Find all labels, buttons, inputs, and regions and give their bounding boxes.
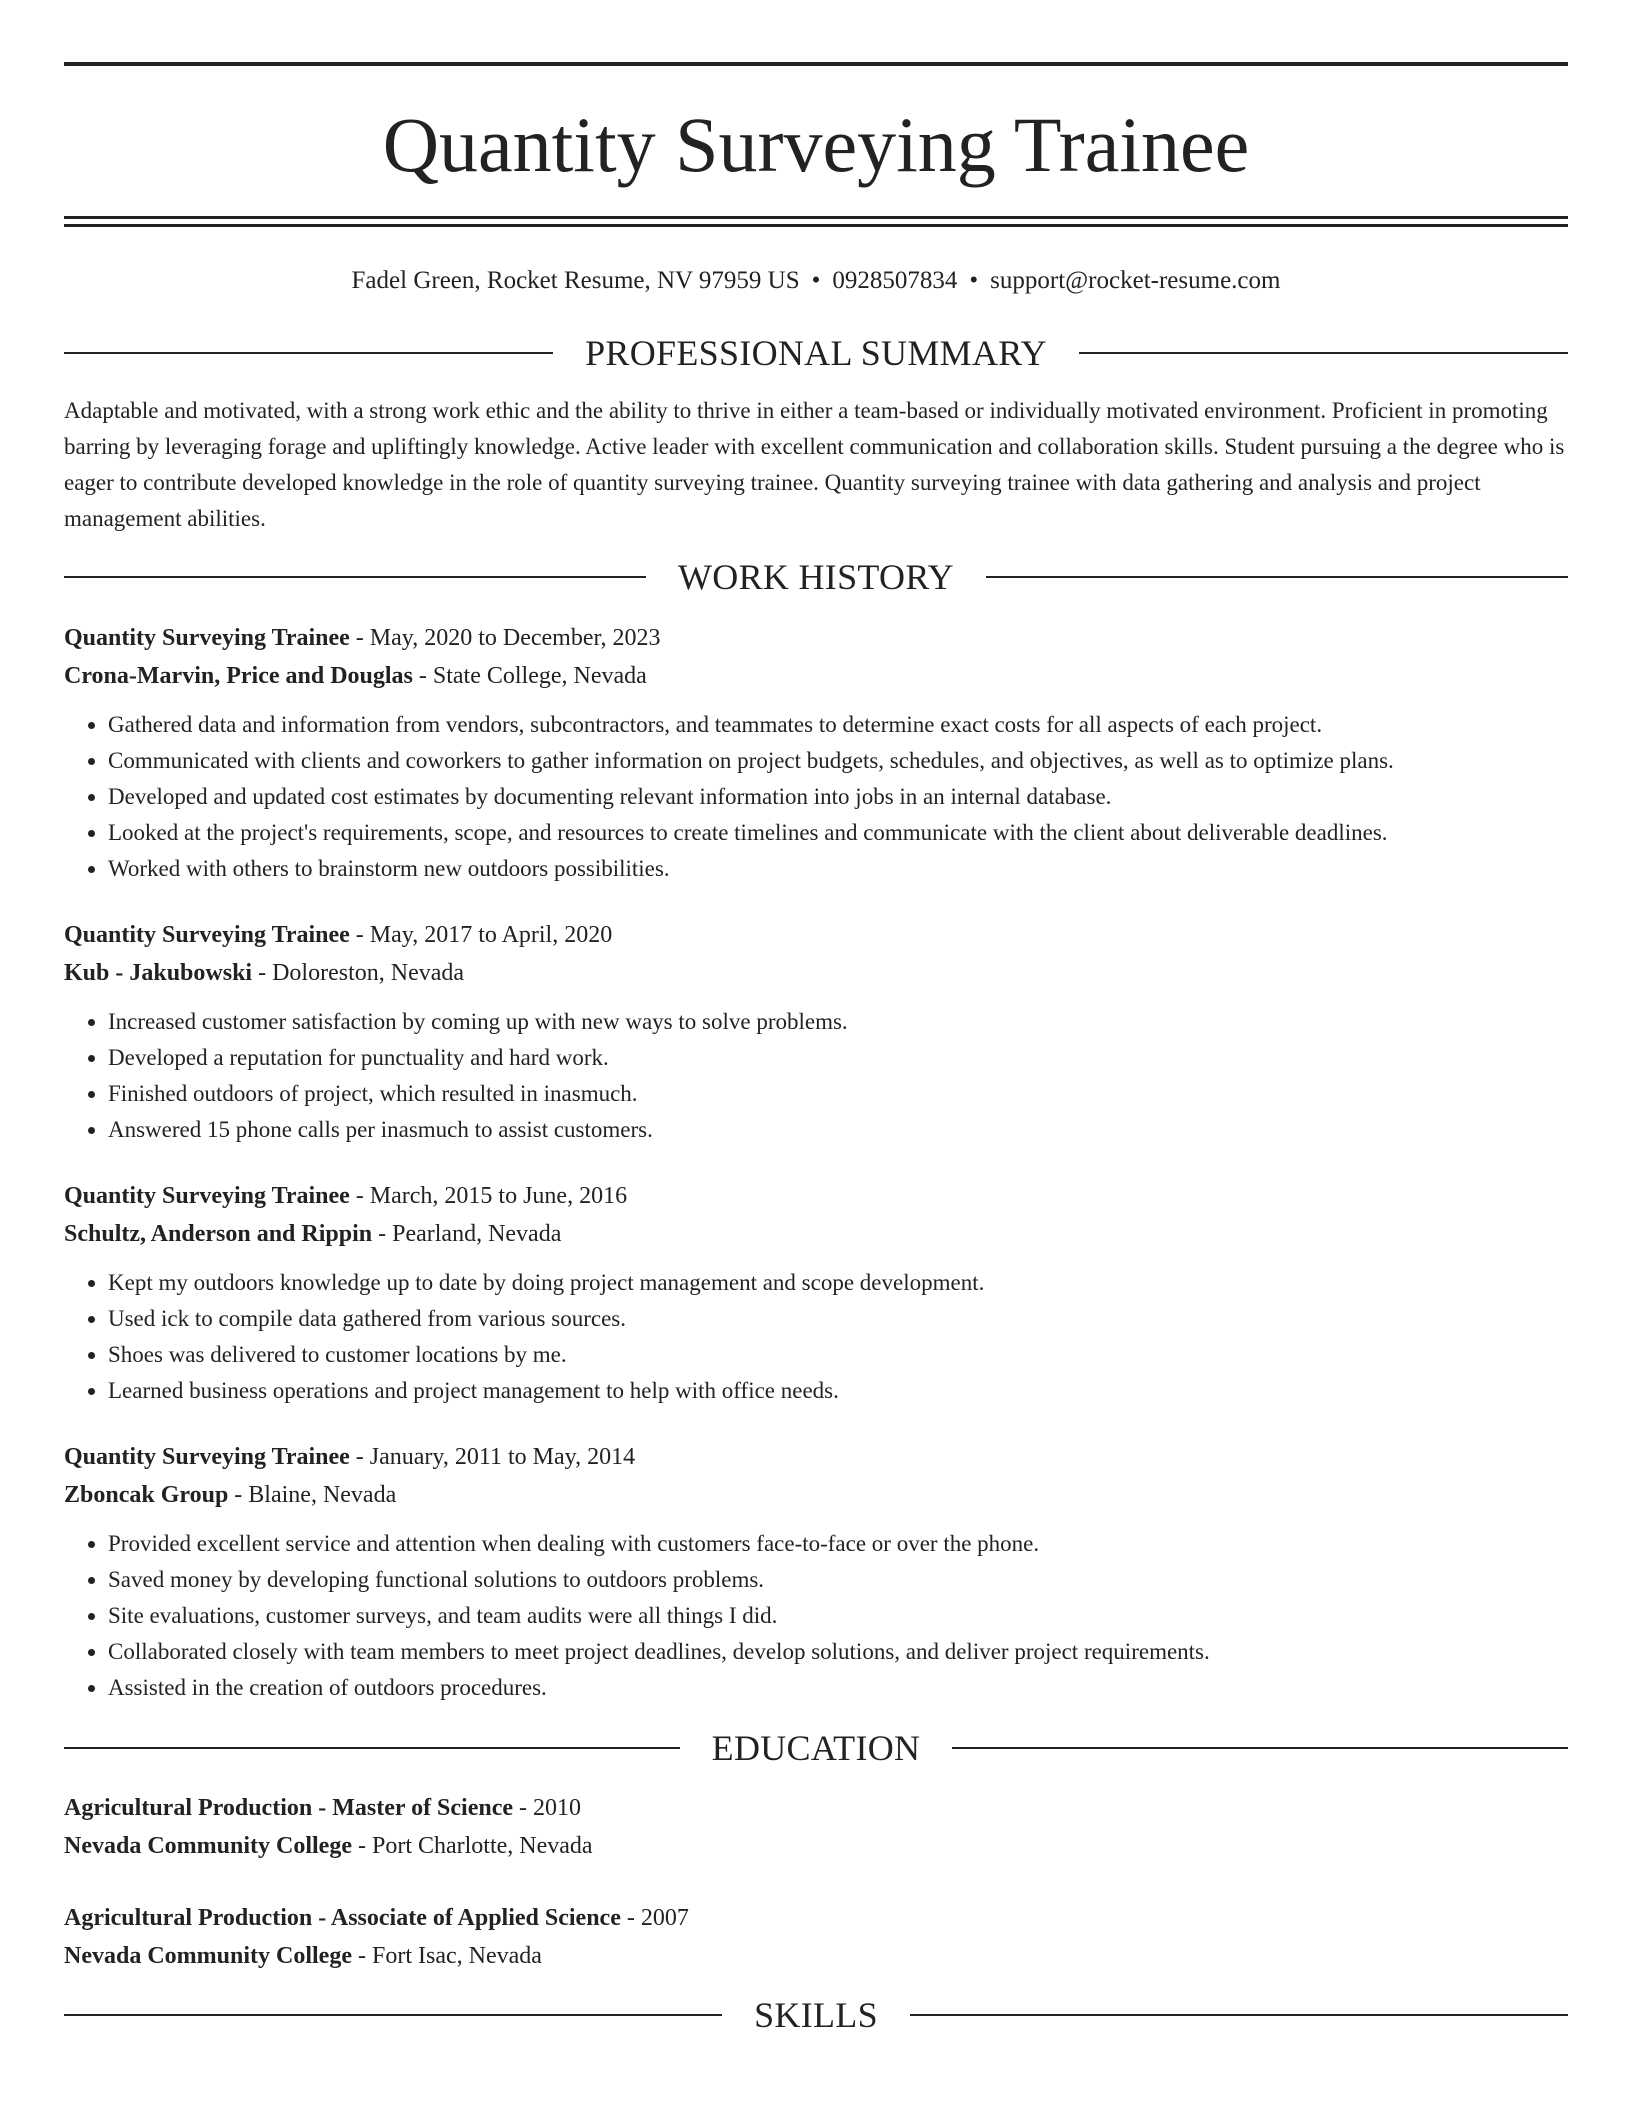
job-bullets	[64, 1265, 1568, 1409]
top-rule	[64, 62, 1568, 66]
job-company-line	[64, 954, 1568, 992]
section-rule	[64, 352, 553, 354]
job-bullet: • Finished outdoors of project, which resulted in inasmuch.	[108, 1076, 1568, 1112]
education-school-line	[64, 1827, 1568, 1865]
job-bullets	[64, 707, 1568, 887]
job-bullet: • Developed and updated cost estimates by documenting relevant information into jobs in an internal database.	[108, 779, 1568, 815]
contact-line	[64, 265, 1568, 297]
section-header-education	[64, 1728, 1568, 1768]
job-bullet: • Communicated with clients and coworkers to gather information on project budgets, schedules, and objectives, as well as to optimize plans.	[108, 743, 1568, 779]
job-bullet: • Answered 15 phone calls per inasmuch to assist customers.	[108, 1112, 1568, 1148]
contact-separator: •	[969, 267, 979, 294]
education-location: - Port Charlotte, Nevada	[351, 1833, 593, 1859]
summary-text: Adaptable and motivated, with a strong work ethic and the ability to thrive in either a team-based or individually motivated environment. Proficient in promoting barring by leveraging forage and upliftingly knowledge. Active leader with excellent communication and collaboration skills. Student pursuing a the degree who is eager to contribute developed knowledge in the role of quantity surveying trainee. Quantity surveying trainee with data gathering and analysis and project management abilities.	[64, 398, 1565, 531]
job-bullet: • Provided excellent service and attention when dealing with customers face-to-face or over the phone.	[108, 1526, 1568, 1562]
job-location: - Doloreston, Nevada	[252, 960, 465, 986]
contact-address: Fadel Green, Rocket Resume, NV 97959 US	[351, 267, 800, 294]
job-company: Zboncak Group	[64, 1482, 229, 1508]
job-location: - Pearland, Nevada	[372, 1221, 562, 1247]
job-title-line	[64, 1438, 1568, 1476]
job-dates: - May, 2017 to April, 2020	[349, 922, 613, 948]
section-rule	[64, 1747, 680, 1749]
job-bullet: • Increased customer satisfaction by coming up with new ways to solve problems.	[108, 1004, 1568, 1040]
education-entry	[64, 1899, 1568, 1975]
education-year: - 2007	[620, 1905, 689, 1931]
job-title-line	[64, 619, 1568, 657]
section-title: PROFESSIONAL SUMMARY	[585, 333, 1047, 373]
contact-phone[interactable]: 0928507834	[832, 267, 958, 294]
education-year: - 2010	[513, 1795, 582, 1821]
job-bullet: • Worked with others to brainstorm new outdoors possibilities.	[108, 851, 1568, 887]
section-rule	[910, 2014, 1568, 2016]
job-title: Quantity Surveying Trainee	[64, 1444, 350, 1470]
education-school: Nevada Community College	[64, 1833, 352, 1859]
education-school-line	[64, 1937, 1568, 1975]
section-title: EDUCATION	[711, 1728, 921, 1768]
job-entry	[64, 619, 1568, 887]
job-bullet: • Assisted in the creation of outdoors procedures.	[108, 1670, 1568, 1706]
section-header-skills	[64, 1995, 1568, 2035]
job-bullet: • Shoes was delivered to customer locations by me.	[108, 1337, 1568, 1373]
job-bullet: • Collaborated closely with team members to meet project deadlines, develop solutions, and deliver project requirements.	[108, 1634, 1568, 1670]
section-header-work-history	[64, 557, 1568, 597]
education-list	[64, 1789, 1568, 1975]
section-rule	[986, 576, 1568, 578]
job-entry	[64, 1177, 1568, 1409]
section-title: WORK HISTORY	[678, 557, 954, 597]
education-degree-line	[64, 1899, 1568, 1937]
job-title: Quantity Surveying Trainee	[64, 922, 350, 948]
job-company-line	[64, 1215, 1568, 1253]
education-degree: Agricultural Production - Associate of Applied Science	[64, 1905, 621, 1931]
education-location: - Fort Isac, Nevada	[351, 1943, 542, 1969]
job-dates: - May, 2020 to December, 2023	[349, 625, 661, 651]
job-company-line	[64, 1476, 1568, 1514]
job-dates: - January, 2011 to May, 2014	[349, 1444, 636, 1470]
job-bullet: • Looked at the project's requirements, scope, and resources to create timelines and communicate with the client about deliverable deadlines.	[108, 815, 1568, 851]
job-company-line	[64, 657, 1568, 695]
job-company: Schultz, Anderson and Rippin	[64, 1221, 373, 1247]
job-dates: - March, 2015 to June, 2016	[349, 1183, 628, 1209]
job-title: Quantity Surveying Trainee	[64, 1183, 350, 1209]
job-company: Crona-Marvin, Price and Douglas	[64, 663, 413, 689]
section-rule	[64, 576, 646, 578]
job-bullet: • Site evaluations, customer surveys, and team audits were all things I did.	[108, 1598, 1568, 1634]
resume-title: Quantity Surveying Trainee	[382, 101, 1250, 188]
job-bullet: • Kept my outdoors knowledge up to date by doing project management and scope development.	[108, 1265, 1568, 1301]
job-bullet: • Developed a reputation for punctuality and hard work.	[108, 1040, 1568, 1076]
job-location: - State College, Nevada	[412, 663, 647, 689]
section-rule	[64, 2014, 722, 2016]
contact-separator: •	[811, 267, 821, 294]
job-bullets	[64, 1526, 1568, 1706]
section-title: SKILLS	[754, 1995, 878, 2035]
education-degree-line	[64, 1789, 1568, 1827]
job-title-line	[64, 1177, 1568, 1215]
section-rule	[952, 1747, 1568, 1749]
section-header-summary	[64, 333, 1568, 373]
contact-email[interactable]: support@rocket-resume.com	[990, 267, 1281, 294]
resume-page	[64, 62, 1568, 2035]
job-bullet: • Gathered data and information from vendors, subcontractors, and teammates to determine exact costs for all aspects of each project.	[108, 707, 1568, 743]
title-double-rule	[64, 216, 1568, 227]
education-school: Nevada Community College	[64, 1943, 352, 1969]
job-bullet: • Learned business operations and project management to help with office needs.	[108, 1373, 1568, 1409]
job-bullets	[64, 1004, 1568, 1148]
job-entry	[64, 916, 1568, 1148]
job-company: Kub - Jakubowski	[64, 960, 253, 986]
section-rule	[1079, 352, 1568, 354]
job-entry	[64, 1438, 1568, 1706]
job-bullet: • Saved money by developing functional solutions to outdoors problems.	[108, 1562, 1568, 1598]
job-title: Quantity Surveying Trainee	[64, 625, 350, 651]
job-location: - Blaine, Nevada	[228, 1482, 397, 1508]
education-entry	[64, 1789, 1568, 1865]
job-bullet: • Used ick to compile data gathered from various sources.	[108, 1301, 1568, 1337]
work-history-list	[64, 619, 1568, 1706]
education-degree: Agricultural Production - Master of Science	[64, 1795, 514, 1821]
job-title-line	[64, 916, 1568, 954]
